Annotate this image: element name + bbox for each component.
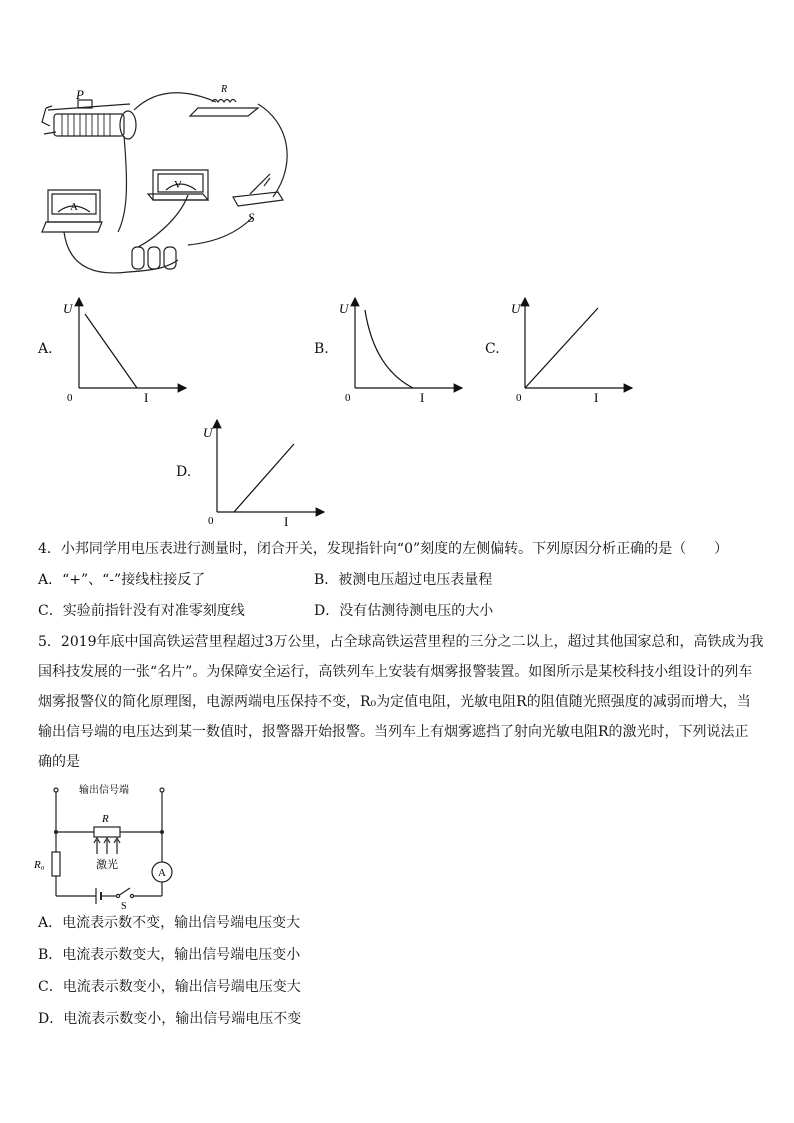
q5-stem-line-1: 5．2019年底中国高铁运营里程超过3万公里，占全球高铁运营里程的三分之二以上，超过其他国家总和，高铁成为我 bbox=[38, 634, 764, 650]
q5-stem-line-5: 确的是 bbox=[38, 754, 80, 770]
graph-b-xlabel: I bbox=[420, 390, 425, 405]
circuit-output-label: 输出信号端 bbox=[79, 785, 129, 796]
q4-option-b: B．被测电压超过电压表量程 bbox=[314, 572, 493, 588]
graph-c-xlabel: I bbox=[594, 390, 599, 405]
graph-b-ylabel: U bbox=[339, 301, 349, 316]
rheostat-label-p: P bbox=[76, 87, 84, 102]
ammeter-label-a: A bbox=[70, 201, 78, 213]
graph-c bbox=[508, 290, 638, 410]
q5-stem-line-3: 烟雾报警仪的简化原理图，电源两端电压保持不变，R₀为定值电阻，光敏电阻R的阻值随光照强度的减弱而增大，当 bbox=[38, 694, 751, 710]
circuit-laser-label: 激光 bbox=[96, 859, 118, 871]
circuit-r0-label: R₀ bbox=[34, 859, 45, 871]
graph-c-origin: 0 bbox=[516, 392, 522, 404]
graph-a-xlabel: I bbox=[144, 390, 149, 405]
graph-d-origin: 0 bbox=[208, 515, 214, 527]
q4-option-a: A．“+”、“-”接线柱接反了 bbox=[38, 572, 206, 588]
circuit-switch-label: S bbox=[121, 901, 127, 910]
switch-label-s: S bbox=[248, 210, 255, 225]
graph-a-letter: A. bbox=[38, 341, 53, 357]
q4-option-d: D．没有估测待测电压的大小 bbox=[314, 603, 494, 619]
graph-d-xlabel: I bbox=[284, 514, 289, 529]
circuit-r-label: R bbox=[102, 813, 109, 825]
q5-option-b: B．电流表示数变大，输出信号端电压变小 bbox=[38, 947, 301, 963]
graph-b-letter: B. bbox=[314, 341, 329, 357]
graph-c-ylabel: U bbox=[511, 301, 521, 316]
graph-d bbox=[200, 412, 330, 532]
graph-d-ylabel: U bbox=[203, 425, 213, 440]
graph-a-origin: 0 bbox=[67, 392, 73, 404]
graph-b-origin: 0 bbox=[345, 392, 351, 404]
voltmeter-label-v: V bbox=[174, 179, 182, 191]
graph-c-letter: C. bbox=[485, 341, 500, 357]
graph-d-letter: D. bbox=[176, 464, 192, 480]
q5-option-c: C．电流表示数变小，输出信号端电压变大 bbox=[38, 979, 301, 995]
q4-option-c: C．实验前指针没有对准零刻度线 bbox=[38, 603, 245, 619]
q5-stem-line-2: 国科技发展的一张“名片”。为保障安全运行，高铁列车上安装有烟雾报警装置。如图所示是某校科技小组设计的列车 bbox=[38, 664, 753, 680]
graph-a bbox=[62, 290, 192, 410]
graph-b bbox=[338, 290, 468, 410]
q5-option-d: D．电流表示数变小，输出信号端电压不变 bbox=[38, 1011, 302, 1027]
apparatus-figure bbox=[38, 82, 298, 287]
q5-option-a: A．电流表示数不变，输出信号端电压变大 bbox=[38, 915, 301, 931]
q5-stem-line-4: 输出信号端的电压达到某一数值时，报警器开始报警。当列车上有烟雾遮挡了射向光敏电阻R的激光时，下列说法正 bbox=[38, 724, 749, 740]
q4-stem: 4．小邦同学用电压表进行测量时，闭合开关，发现指针向“0”刻度的左侧偏转。下列原因分析正确的是（ ） bbox=[38, 541, 729, 557]
graph-a-ylabel: U bbox=[63, 301, 73, 316]
q5-stem bbox=[38, 627, 764, 777]
smoke-alarm-circuit bbox=[34, 782, 184, 910]
resistor-label-r: R bbox=[221, 84, 228, 95]
circuit-ammeter-label: A bbox=[158, 867, 166, 879]
